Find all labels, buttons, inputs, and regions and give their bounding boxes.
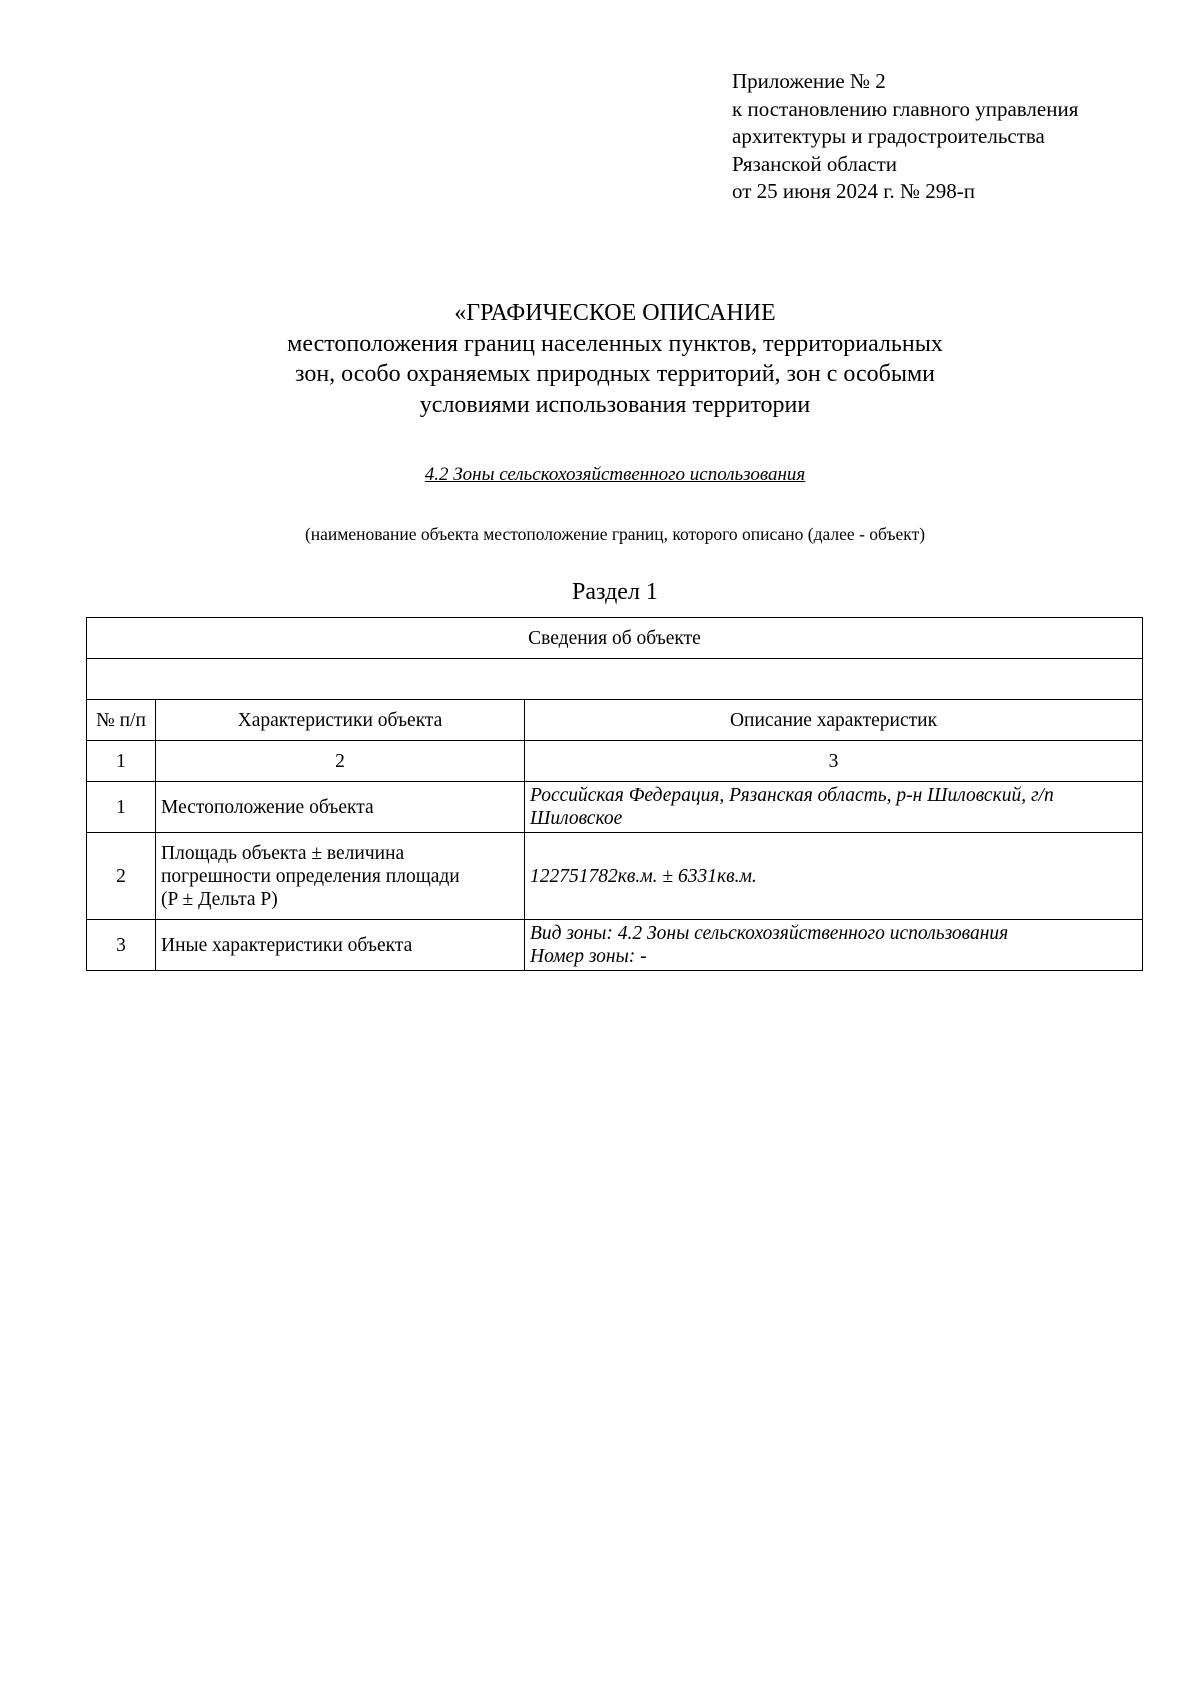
row-characteristic — [156, 920, 525, 971]
table-row — [87, 833, 1143, 920]
row-description — [525, 833, 1143, 920]
description-line: Номер зоны: - — [530, 946, 647, 967]
row-num: 1 — [87, 782, 156, 833]
title-line: условиями использования территории — [419, 391, 811, 418]
document-title — [0, 298, 1200, 420]
row-num: 3 — [87, 920, 156, 971]
row-characteristic — [156, 833, 525, 920]
description-line: Российская Федерация, Рязанская область, р-н Шиловский, г/п — [530, 785, 1054, 806]
table-title: Сведения об объекте — [87, 618, 1143, 659]
column-number: 1 — [87, 741, 156, 782]
title-line: зон, особо охраняемых природных территорий, зон с особыми — [294, 361, 936, 387]
description-line: Шиловское — [530, 808, 623, 829]
characteristic-line: Площадь объекта ± величина — [161, 842, 405, 864]
row-description — [525, 920, 1143, 971]
row-characteristic — [156, 782, 525, 833]
table-header-row — [87, 700, 1143, 741]
characteristic-line: Иные характеристики объекта — [161, 934, 413, 956]
section-title: Раздел 1 — [572, 579, 658, 605]
table-empty-row — [87, 659, 1143, 700]
object-caption: (наименование объекта местоположение границ, которого описано (далее - объект) — [304, 524, 926, 544]
title-line: «ГРАФИЧЕСКОЕ ОПИСАНИЕ — [454, 300, 776, 326]
description-line: Вид зоны: 4.2 Зоны сельскохозяйственного использования — [530, 923, 1009, 944]
appendix-line: к постановлению главного управления — [732, 96, 1079, 121]
characteristic-line: погрешности определения площади — [161, 865, 460, 887]
column-number: 2 — [156, 741, 525, 782]
header-description: Описание характеристик — [525, 700, 1143, 741]
table-row — [87, 920, 1143, 971]
title-line: местоположения границ населенных пунктов, территориальных — [287, 330, 943, 357]
appendix-line: от 25 июня 2024 г. № 298-п — [732, 179, 975, 203]
appendix-header — [732, 68, 1078, 206]
appendix-line: архитектуры и градостроительства — [732, 124, 1045, 148]
appendix-line: Рязанской области — [732, 151, 898, 176]
table-title-row — [87, 618, 1143, 659]
header-num: № п/п — [87, 700, 156, 741]
table-empty-cell — [87, 659, 1143, 700]
characteristic-line: (P ± Дельта P) — [161, 888, 278, 910]
appendix-line: Приложение № 2 — [732, 69, 886, 93]
row-description — [525, 782, 1143, 833]
column-number: 3 — [525, 741, 1143, 782]
object-info-table — [86, 617, 1143, 971]
row-num: 2 — [87, 833, 156, 920]
table-column-numbers-row — [87, 741, 1143, 782]
header-characteristic: Характеристики объекта — [156, 700, 525, 741]
table-row — [87, 782, 1143, 833]
characteristic-line: Местоположение объекта — [161, 796, 374, 818]
description-line: 122751782кв.м. ± 6331кв.м. — [530, 865, 757, 887]
object-name: 4.2 Зоны сельскохозяйственного использования — [424, 464, 806, 485]
